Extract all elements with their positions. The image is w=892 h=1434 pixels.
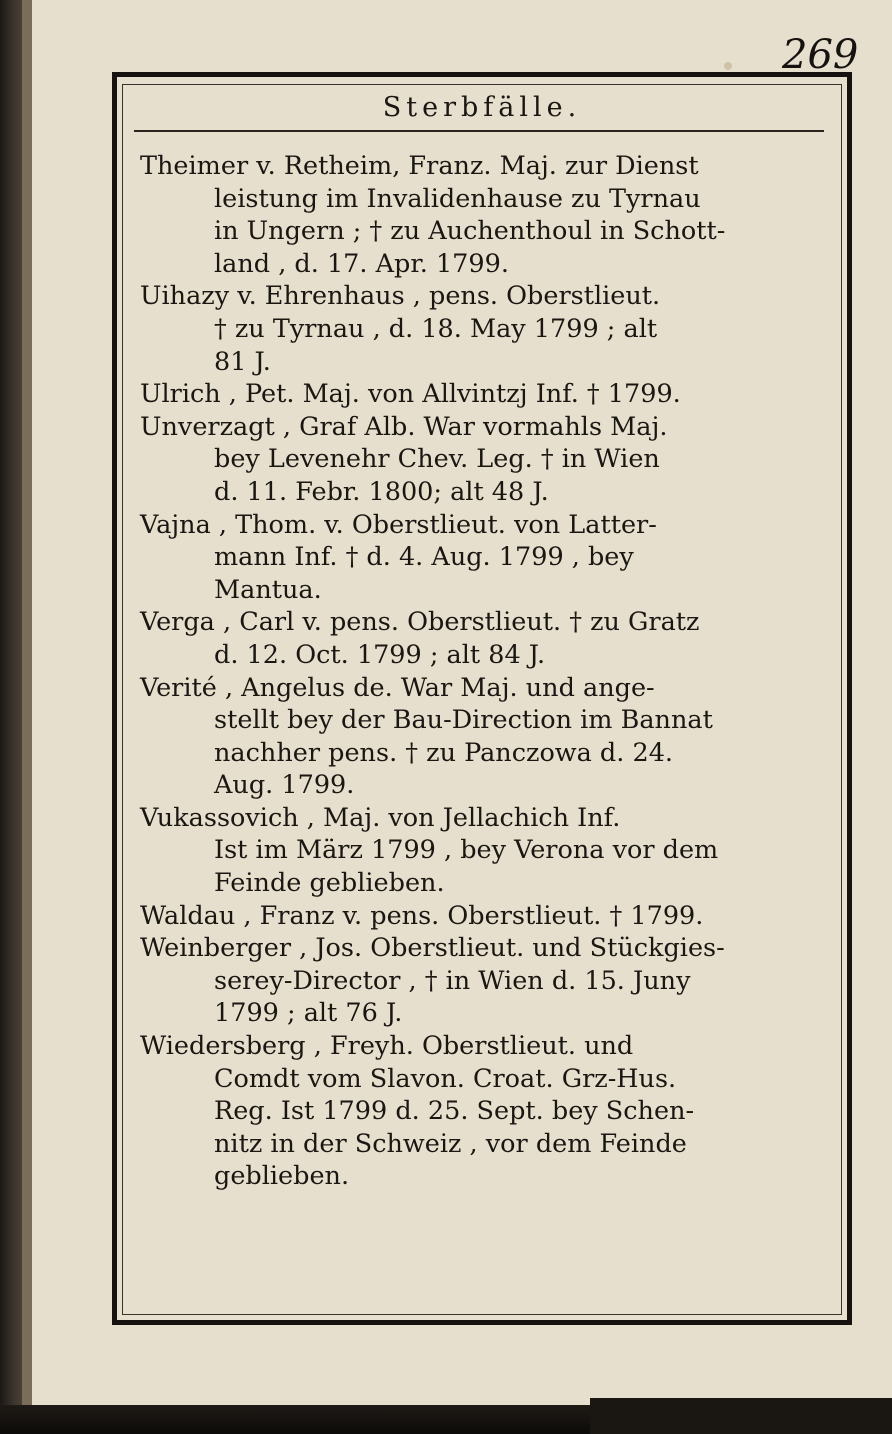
- entry-line: bey Levenehr Chev. Leg. † in Wien: [214, 444, 660, 475]
- entry-line: Verga , Carl v. pens. Oberstlieut. † zu Gratz: [140, 607, 700, 638]
- entry-line: Aug. 1799.: [214, 770, 355, 801]
- left-page-edge: [22, 0, 32, 1434]
- entry-theimer: [134, 150, 834, 280]
- entry-line: Feinde geblieben.: [214, 868, 445, 899]
- section-heading: Sterbfälle.: [382, 92, 582, 123]
- entry-line: 81 J.: [214, 346, 271, 377]
- heading-rule: [134, 130, 824, 132]
- entry-line: Waldau , Franz v. pens. Oberstlieut. † 1799.: [140, 900, 704, 931]
- entry-line: geblieben.: [214, 1161, 350, 1192]
- entry-line: Weinberger , Jos. Oberstlieut. und Stückgies-: [140, 933, 725, 964]
- entry-line: Comdt vom Slavon. Croat. Grz-Hus.: [214, 1063, 677, 1094]
- entry-line: Vukassovich , Maj. von Jellachich Inf.: [140, 802, 621, 833]
- ink-spot: [724, 62, 732, 70]
- entry-line: mann Inf. † d. 4. Aug. 1799 , bey: [214, 542, 634, 573]
- entry-line: d. 11. Febr. 1800; alt 48 J.: [214, 476, 549, 507]
- entry-line: 1799 ; alt 76 J.: [214, 998, 403, 1029]
- entry-line: † zu Tyrnau , d. 18. May 1799 ; alt: [214, 313, 658, 344]
- entry-line: serey-Director , † in Wien d. 15. Juny: [214, 965, 691, 996]
- entry-line: d. 12. Oct. 1799 ; alt 84 J.: [214, 639, 546, 670]
- entry-line: stellt bey der Bau-Direction im Bannat: [214, 705, 713, 736]
- entry-wiedersberg: [134, 1030, 834, 1193]
- entry-line: Uihazy v. Ehrenhaus , pens. Oberstlieut.: [140, 281, 661, 312]
- entry-waldau: [134, 900, 834, 933]
- entry-unverzagt: [134, 411, 834, 509]
- entry-line: Unverzagt , Graf Alb. War vormahls Maj.: [140, 411, 668, 442]
- entry-ulrich: [134, 378, 834, 411]
- entry-verite: [134, 672, 834, 802]
- entry-line: Reg. Ist 1799 d. 25. Sept. bey Schen-: [214, 1096, 695, 1127]
- entry-verga: [134, 606, 834, 671]
- book-spine: [0, 0, 22, 1434]
- entry-line: leistung im Invalidenhause zu Tyrnau: [214, 183, 701, 214]
- entry-line: Ulrich , Pet. Maj. von Allvintzj Inf. † 1799.: [140, 379, 681, 410]
- entry-line: Vajna , Thom. v. Oberstlieut. von Latter-: [140, 509, 657, 540]
- entry-vukassovich: [134, 802, 834, 900]
- bottom-binding: [590, 1398, 892, 1434]
- entry-line: nachher pens. † zu Panczowa d. 24.: [214, 737, 674, 768]
- entry-line: in Ungern ; † zu Auchenthoul in Schott-: [214, 216, 726, 247]
- entry-list: [134, 150, 834, 1193]
- entry-line: Ist im März 1799 , bey Verona vor dem: [214, 835, 719, 866]
- entry-line: nitz in der Schweiz , vor dem Feinde: [214, 1128, 687, 1159]
- entry-line: Wiedersberg , Freyh. Oberstlieut. und: [140, 1031, 634, 1062]
- entry-weinberger: [134, 932, 834, 1030]
- entry-uihazy: [134, 280, 834, 378]
- entry-line: land , d. 17. Apr. 1799.: [214, 248, 509, 279]
- entry-line: Theimer v. Retheim, Franz. Maj. zur Dienst: [140, 151, 699, 181]
- entry-line: Mantua.: [214, 574, 322, 605]
- entry-vajna: [134, 509, 834, 607]
- entry-line: Verité , Angelus de. War Maj. und ange-: [140, 672, 655, 703]
- page-number: 269: [782, 32, 859, 78]
